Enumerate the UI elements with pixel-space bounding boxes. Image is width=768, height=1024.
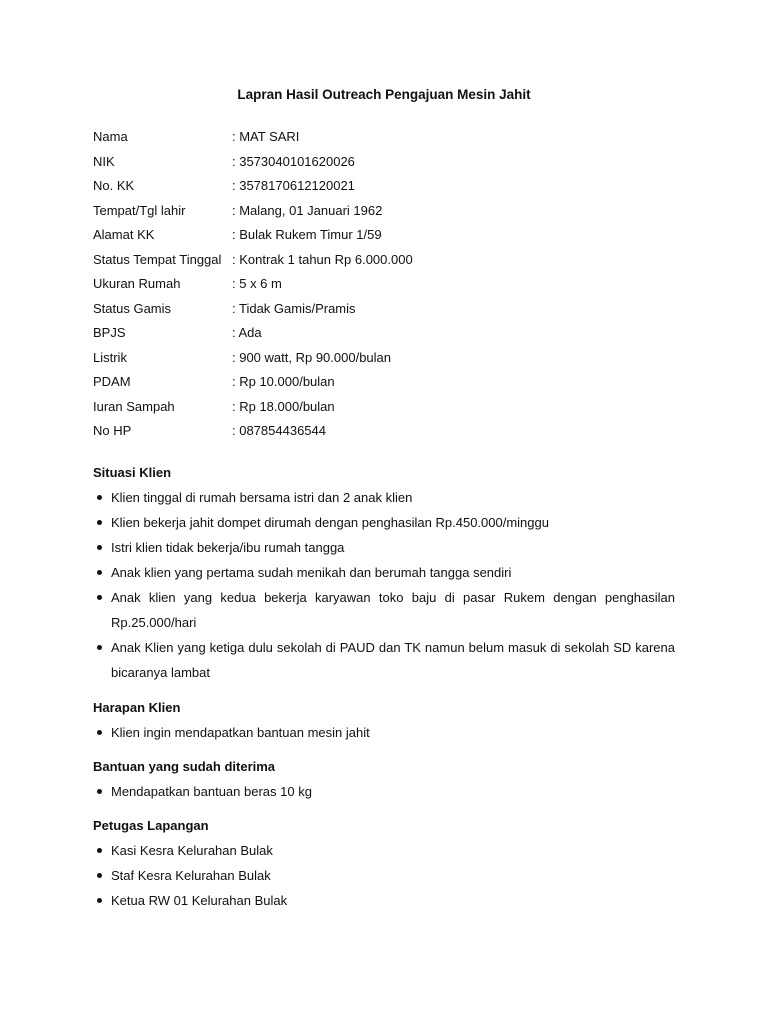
list-item-text: Klien bekerja jahit dompet dirumah dengan penghasilan Rp.450.000/minggu — [111, 515, 549, 530]
field-row-iuran-sampah — [93, 397, 683, 422]
field-value: : 087854436544 — [232, 423, 326, 438]
field-row-tempat-tgl-lahir — [93, 201, 683, 226]
field-value: : Ada — [232, 325, 262, 340]
bullet-icon — [97, 848, 102, 853]
list-item-text: Anak Klien yang ketiga dulu sekolah di PAUD dan TK namun belum masuk di sekolah SD karena bicaranya lambat — [111, 640, 675, 680]
field-row-status-tempat-tinggal — [93, 250, 683, 275]
field-row-no-kk — [93, 176, 683, 201]
field-label: Status Gamis — [93, 300, 172, 316]
field-row-nik — [93, 152, 683, 177]
section-heading: Petugas Lapangan — [93, 818, 209, 833]
field-label: BPJS — [93, 325, 126, 340]
list-item-text: Anak klien yang kedua bekerja karyawan toko baju di pasar Rukem dengan penghasilan Rp.25.000/hari — [111, 590, 675, 630]
list-item — [93, 863, 675, 888]
bullet-icon — [97, 545, 102, 550]
section-heading: Harapan Klien — [93, 700, 181, 715]
section-bantuan-diterima — [93, 757, 675, 804]
bullet-icon — [97, 570, 102, 575]
bullet-icon — [97, 520, 102, 525]
field-label: Listrik — [93, 349, 127, 365]
bullet-icon — [97, 645, 102, 650]
section-heading: Bantuan yang sudah diterima — [93, 759, 276, 774]
document-title: Lapran Hasil Outreach Pengajuan Mesin Jahit — [237, 87, 531, 102]
list-item — [93, 888, 675, 913]
bullet-icon — [97, 789, 102, 794]
field-value: : Malang, 01 Januari 1962 — [232, 202, 383, 218]
bullet-list — [93, 485, 675, 685]
list-item-text: Mendapatkan bantuan beras 10 kg — [111, 784, 312, 799]
field-label: Iuran Sampah — [93, 398, 175, 414]
list-item — [93, 535, 675, 560]
list-item — [93, 779, 675, 804]
bullet-list — [93, 838, 675, 913]
field-row-listrik — [93, 348, 683, 373]
field-value: : 3578170612120021 — [232, 178, 355, 193]
field-row-alamat-kk — [93, 225, 683, 250]
bullet-icon — [97, 595, 102, 600]
field-label: PDAM — [93, 374, 131, 389]
list-item-text: Klien ingin mendapatkan bantuan mesin jahit — [111, 725, 370, 740]
field-row-no-hp — [93, 421, 683, 446]
field-value: : Tidak Gamis/Pramis — [232, 300, 356, 316]
section-heading: Situasi Klien — [93, 465, 172, 480]
field-value: : 5 x 6 m — [232, 276, 282, 291]
list-item — [93, 510, 675, 535]
field-row-nama — [93, 127, 683, 152]
field-label: Alamat KK — [93, 227, 155, 242]
list-item-text: Kasi Kesra Kelurahan Bulak — [111, 843, 273, 858]
list-item — [93, 585, 675, 635]
list-item — [93, 485, 675, 510]
section-petugas-lapangan — [93, 816, 675, 913]
field-value: : Bulak Rukem Timur 1/59 — [232, 227, 382, 242]
field-value: : 900 watt, Rp 90.000/bulan — [232, 349, 392, 365]
bullet-icon — [97, 898, 102, 903]
field-label: Ukuran Rumah — [93, 276, 181, 291]
field-label: Status Tempat Tinggal — [93, 251, 222, 267]
section-harapan-klien — [93, 698, 675, 745]
field-row-pdam — [93, 372, 683, 397]
bullet-icon — [97, 730, 102, 735]
list-item — [93, 560, 675, 585]
list-item-text: Istri klien tidak bekerja/ibu rumah tangga — [111, 540, 345, 555]
field-label: Nama — [93, 129, 128, 144]
field-row-status-gamis — [93, 299, 683, 324]
field-value: : Kontrak 1 tahun Rp 6.000.000 — [232, 251, 413, 267]
field-value: : MAT SARI — [232, 129, 300, 144]
list-item-text: Staf Kesra Kelurahan Bulak — [111, 868, 271, 883]
list-item-text: Klien tinggal di rumah bersama istri dan 2 anak klien — [111, 490, 413, 505]
list-item-text: Anak klien yang pertama sudah menikah dan berumah tangga sendiri — [111, 565, 512, 580]
field-label: No HP — [93, 423, 132, 438]
field-value: : Rp 10.000/bulan — [232, 374, 335, 389]
bullet-icon — [97, 873, 102, 878]
bullet-icon — [97, 495, 102, 500]
section-situasi-klien — [93, 463, 675, 685]
list-item — [93, 838, 675, 863]
list-item — [93, 720, 675, 745]
field-label: Tempat/Tgl lahir — [93, 202, 186, 218]
bullet-list — [93, 720, 675, 745]
field-label: NIK — [93, 153, 115, 169]
client-info-fields — [93, 127, 683, 446]
field-label: No. KK — [93, 178, 135, 193]
field-row-bpjs — [93, 323, 683, 348]
list-item-text: Ketua RW 01 Kelurahan Bulak — [111, 893, 288, 908]
field-value: : 3573040101620026 — [232, 153, 355, 169]
bullet-list — [93, 779, 675, 804]
field-row-ukuran-rumah — [93, 274, 683, 299]
list-item — [93, 635, 675, 685]
field-value: : Rp 18.000/bulan — [232, 398, 335, 414]
